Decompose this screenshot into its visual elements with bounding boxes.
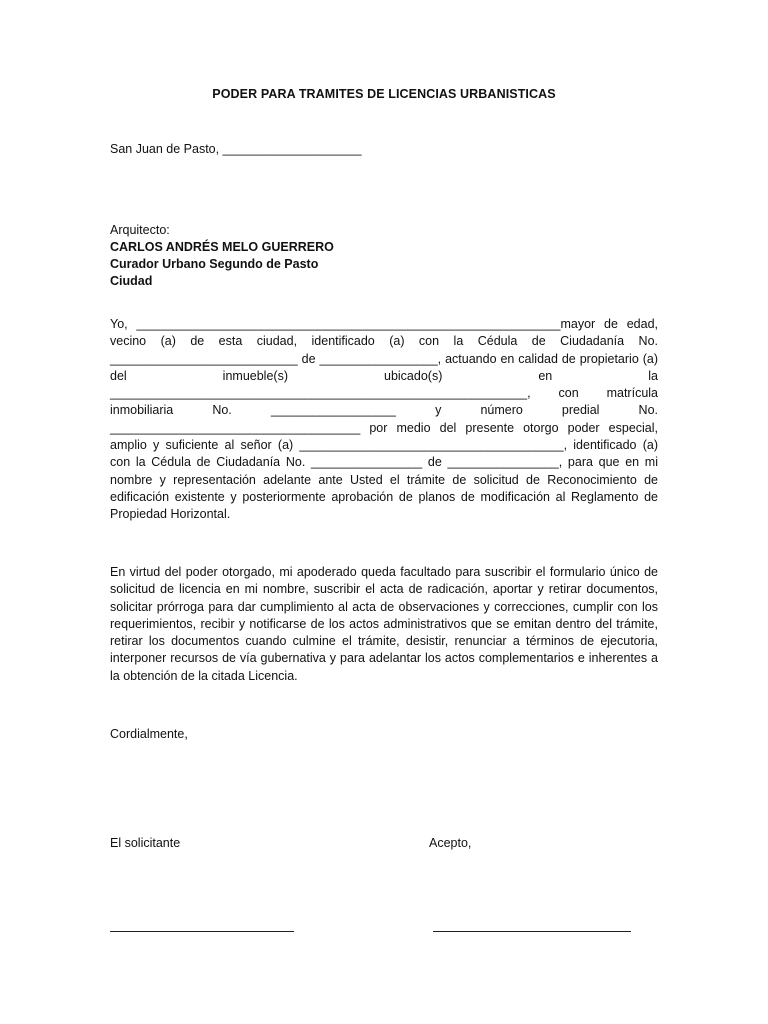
recipient-label: Arquitecto: [110, 223, 170, 237]
accept-signature-line [433, 931, 631, 932]
recipient-position: Curador Urbano Segundo de Pasto [110, 257, 319, 271]
power-grant-text: Yo, _____________________________________________________________mayor de edad, vecino (a) de esta ciudad, identificado (a) con la Cédula de Ciudadanía No. ___________________________ de _________________, actuando en calidad de propietario (a) del inmueble(s) ubicado(s) en la ____________________________________________________________, con matrícula inmobiliaria No. __________________ y número predial No. ____________________________________ por medio del presente otorgo poder especial, amplio y suficiente al señor (a) ______________________________________, identificado (a) con la Cédula de Ciudadanía No. ________________ de ________________, para que en mi nombre y representación adelante ante Usted el trámite de solicitud de Reconocimiento de edificación existente y posteriormente aprobación de planos de modificación al Reglamento de Propiedad Horizontal. [110, 317, 658, 522]
accept-label: Acepto, [429, 836, 472, 850]
recipient-name: CARLOS ANDRÉS MELO GUERRERO [110, 240, 334, 254]
closing-text: Cordialmente, [110, 727, 188, 741]
recipient-city: Ciudad [110, 274, 153, 288]
authority-text: En virtud del poder otorgado, mi apoderado queda facultado para suscribir el formulario único de solicitud de licencia en mi nombre, suscribir el acta de radicación, aportar y retirar documentos, solicitar prórroga para dar cumplimiento al acta de observaciones y correcciones, cumplir con los requerimientos, recibir y notificarse de los actos administrativos que se emitan dentro del trámite, retirar los documentos cuando culmine el trámite, desistir, renunciar a términos de ejecutoria, interponer recursos de vía gubernativa y para adelantar los actos complementarios e inherentes a la obtención de la citada Licencia. [110, 565, 658, 683]
authority-paragraph [110, 564, 658, 685]
place-date-line: San Juan de Pasto, ____________________ [110, 142, 362, 156]
power-grant-paragraph [110, 316, 658, 524]
applicant-label: El solicitante [110, 836, 181, 850]
document-title: PODER PARA TRAMITES DE LICENCIAS URBANISTICAS [212, 87, 556, 101]
applicant-signature-line [110, 931, 294, 932]
